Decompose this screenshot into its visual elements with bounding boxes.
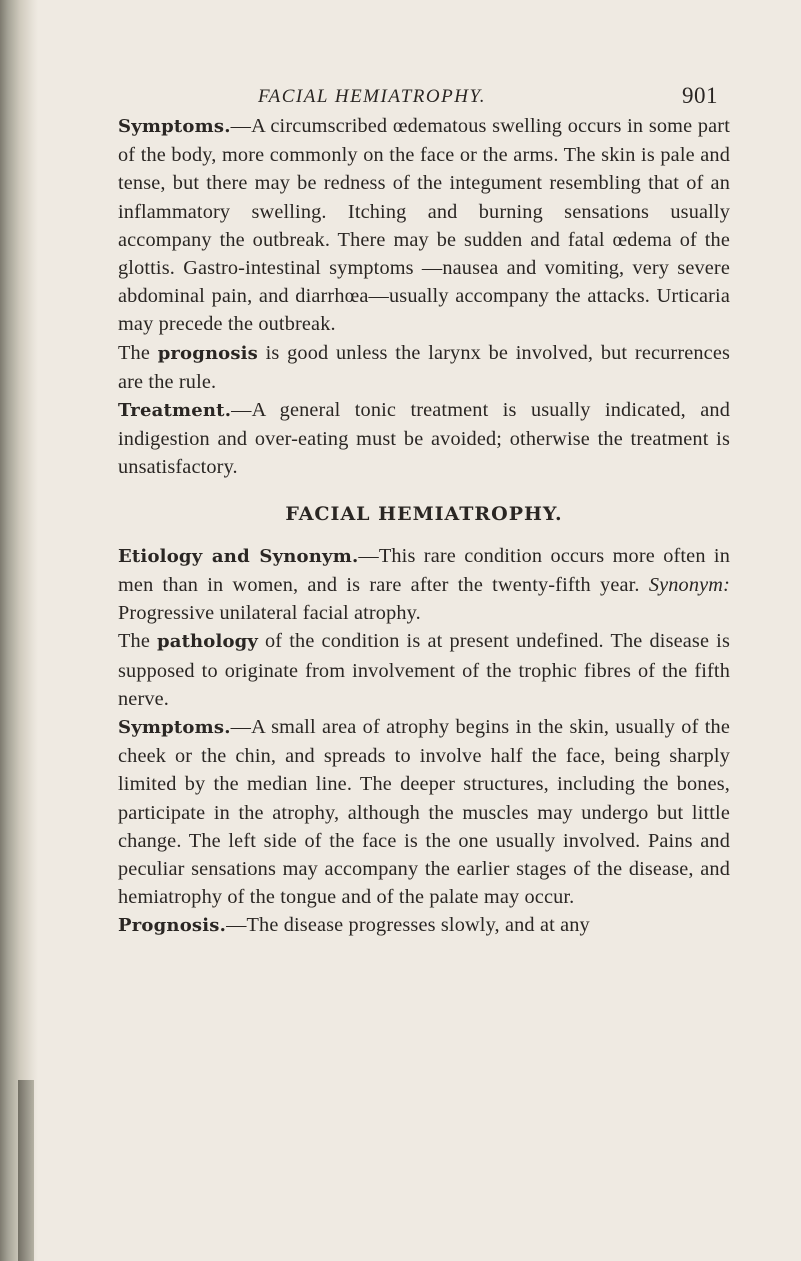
page-number: 901	[682, 83, 718, 108]
body-text	[118, 112, 730, 941]
prognosis-2-label: Prognosis.	[118, 915, 227, 937]
pathology-paragraph	[118, 627, 730, 713]
symptoms-2-paragraph	[118, 713, 730, 911]
treatment-paragraph	[118, 396, 730, 482]
symptoms-text: —A circumscribed œdematous swelling occurs in some part of the body, more commonly on the face or the arms. The skin is pale and tense, but there may be redness of the integument resembling that of an inflammatory swelling. Itching and burning sensations usually accompany the outbreak. There may be sudden and fatal œdema of the glottis. Gastro-intestinal symptoms —nausea and vomiting, very severe abdominal pain, and diarrhœa—usually accompany the attacks. Urticaria may precede the outbreak.	[118, 115, 730, 336]
running-head	[258, 83, 718, 112]
etiology-paragraph	[118, 542, 730, 628]
section-heading: FACIAL HEMIATROPHY.	[285, 502, 563, 525]
page-body	[118, 112, 730, 941]
prognosis-after: is good unless the larynx be involved, but recurrences are the rule.	[118, 341, 731, 393]
symptoms-2-label: Symptoms.	[118, 717, 231, 739]
pathology-before: The	[118, 630, 158, 653]
running-title: FACIAL HEMIATROPHY.	[258, 86, 487, 107]
symptoms-label: Symptoms.	[118, 116, 231, 137]
prognosis-2-text: —The disease progresses slowly, and at any	[226, 914, 590, 937]
etiology-text-before: —This rare condition occurs more often in men than in women, and is rare after the twenty-fifth year.	[118, 544, 730, 597]
book-spine-shadow	[0, 0, 38, 1261]
symptoms-paragraph	[118, 112, 730, 339]
pathology-label: pathology	[157, 631, 258, 653]
synonym-label: Synonym:	[648, 574, 730, 597]
treatment-label: Treatment.	[118, 400, 232, 422]
etiology-text-after: Progressive unilateral facial atrophy.	[118, 602, 421, 625]
book-spine-edge	[18, 1080, 34, 1261]
prognosis-paragraph	[118, 339, 730, 396]
prognosis-before: The	[118, 341, 158, 364]
symptoms-2-text: —A small area of atrophy begins in the skin, usually of the cheek or the chin, and spreads to involve half the face, being sharply limited by the median line. The deeper structures, including the bones, participate in the atrophy, although the muscles may undergo but little change. The left side of the face is the one usually involved. Pains and peculiar sensations may accompany the earlier stages of the disease, and hemiatrophy of the tongue and of the palate may occur.	[118, 716, 730, 909]
pathology-after: of the condition is at present undefined. The disease is supposed to originate from involvement of the trophic fibres of the fifth nerve.	[118, 630, 731, 710]
etiology-label: Etiology and Synonym.	[118, 545, 359, 567]
treatment-text: —A general tonic treatment is usually indicated, and indigestion and over-eating must be avoided; otherwise the treatment is unsatisfactory.	[118, 399, 730, 479]
prognosis-2-paragraph	[118, 911, 730, 940]
prognosis-label: prognosis	[157, 342, 258, 364]
